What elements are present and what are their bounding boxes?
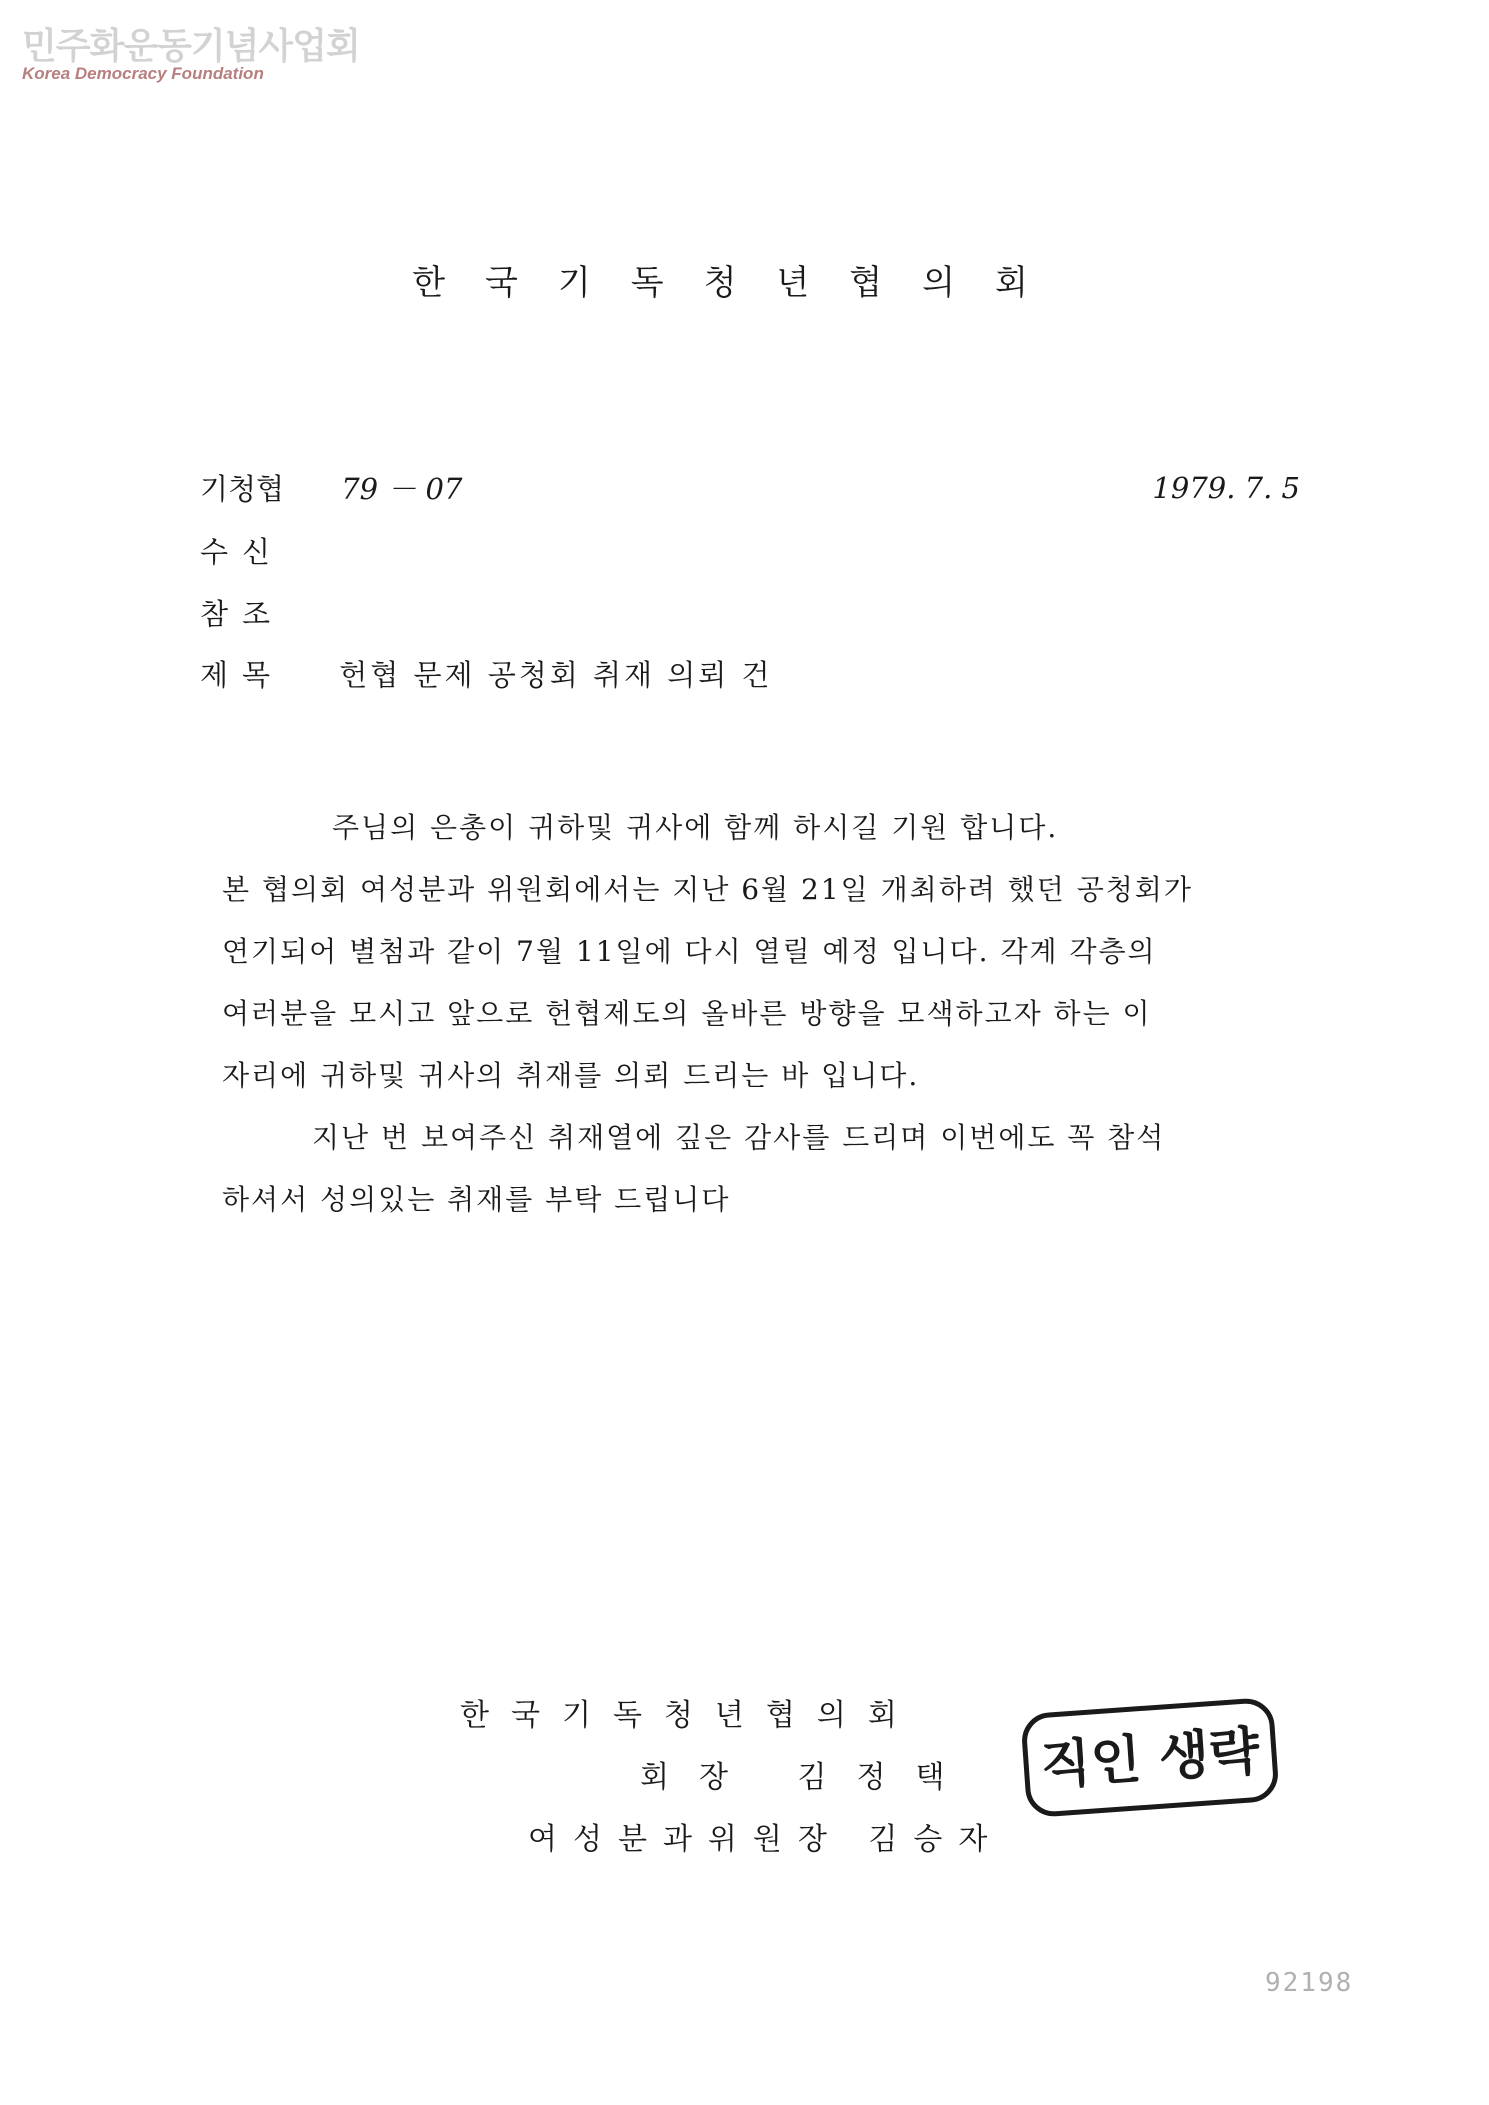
- watermark-org-english: Korea Democracy Foundation: [22, 64, 264, 83]
- body-line: 여러분을 모시고 앞으로 헌협제도의 올바른 방향을 모색하고자 하는 이: [222, 997, 1152, 1030]
- subject-value: 헌협 문제 공청회 취재 의뢰 건: [339, 658, 773, 692]
- signature-org: 한국기독청년협의회: [460, 1698, 919, 1733]
- signature-president: 회장 김정택: [640, 1760, 975, 1795]
- reference-row: [200, 592, 341, 633]
- doc-number-row: [200, 467, 462, 508]
- watermark-org-korean: 민주화운동기념사업회: [22, 26, 360, 67]
- letterhead-title: 한국기독청년협의회: [412, 263, 1068, 303]
- recipient-row: [200, 530, 341, 571]
- recipient-label: 수신: [200, 535, 285, 569]
- body-line: 하셔서 성의있는 취재를 부탁 드립니다: [222, 1183, 731, 1216]
- subject-label: 제목: [200, 658, 285, 692]
- stamp-text: 직인 생략: [1038, 1721, 1262, 1797]
- archive-number: 92198: [1265, 1968, 1354, 1998]
- official-seal-omitted-stamp: [1016, 1691, 1283, 1824]
- reference-label: 참조: [200, 597, 285, 631]
- subject-row: [200, 653, 772, 694]
- body-line: 자리에 귀하및 귀사의 취재를 의뢰 드리는 바 입니다.: [222, 1059, 920, 1092]
- doc-number: 79 － 07: [341, 472, 463, 506]
- body-line: 본 협의회 여성분과 위원회에서는 지난 6월 21일 개최하려 했던 공청회가: [222, 873, 1193, 906]
- body-line: 연기되어 별첨과 같이 7월 11일에 다시 열릴 예정 입니다. 각계 각층의: [222, 935, 1157, 968]
- document-date: 1979. 7. 5: [1152, 471, 1300, 505]
- body-line: 지난 번 보여주신 취재열에 깊은 감사를 드리며 이번에도 꼭 참석: [312, 1121, 1166, 1154]
- doc-number-label: 기청협: [200, 472, 285, 506]
- signature-committee-chair: 여성분과위원장 김승자: [528, 1822, 1004, 1857]
- body-line: 주님의 은총이 귀하및 귀사에 함께 하시길 기원 합니다.: [332, 811, 1059, 844]
